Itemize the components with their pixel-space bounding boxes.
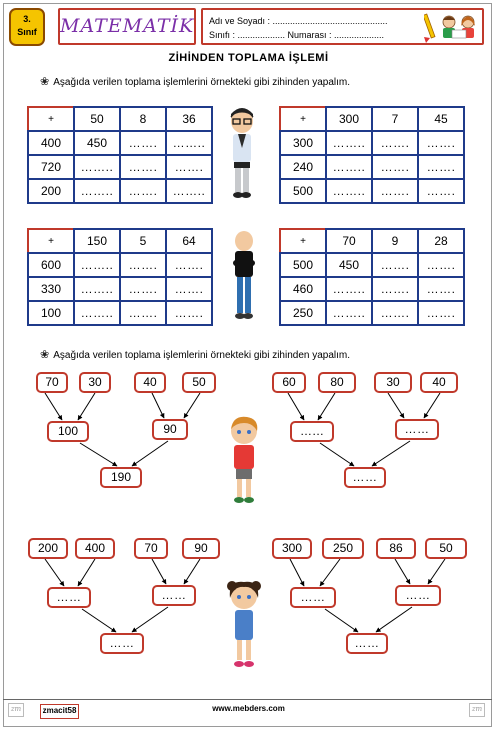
name-field-label: Adı ve Soyadı : .............................................. (209, 16, 388, 26)
answer-cell[interactable]: ……. (166, 277, 212, 301)
answer-cell[interactable]: …….. (326, 179, 372, 203)
header-addend-cell: 36 (166, 107, 212, 131)
tree-1-top-2: 30 (79, 372, 111, 393)
row-addend-cell: 330 (28, 277, 74, 301)
row-addend-cell: 500 (280, 253, 326, 277)
tree-2-mid-1: …... (290, 421, 334, 442)
row-addend-cell: 200 (28, 179, 74, 203)
tree-2-top-2: 80 (318, 372, 356, 393)
tree-4-mid-2: …… (395, 585, 441, 606)
answer-cell[interactable]: …….. (74, 301, 120, 325)
tree-4-top-4: 50 (425, 538, 467, 559)
tree-4-top-3: 86 (376, 538, 416, 559)
answer-cell[interactable]: ……. (418, 277, 464, 301)
answer-cell[interactable]: …….. (326, 131, 372, 155)
answer-cell[interactable]: ……. (372, 253, 418, 277)
tree-2-top-3: 30 (374, 372, 412, 393)
header-addend-cell: 8 (120, 107, 166, 131)
grade-word: Sınıf (17, 27, 37, 37)
answer-cell[interactable]: ……. (120, 155, 166, 179)
tree-4-mid-1: …… (290, 587, 336, 608)
flower-bullet-icon: ❀ (40, 76, 50, 88)
answer-cell[interactable]: …….. (166, 131, 212, 155)
plus-sign-cell: + (28, 229, 74, 253)
plus-sign-cell: + (280, 107, 326, 131)
answer-cell[interactable]: ……. (166, 301, 212, 325)
plus-sign-cell: + (28, 107, 74, 131)
answer-cell[interactable]: ……. (120, 253, 166, 277)
tree-2-mid-2: …… (395, 419, 439, 440)
header-addend-cell: 300 (326, 107, 372, 131)
corner-mark-left: zm (8, 703, 24, 717)
header-addend-cell: 70 (326, 229, 372, 253)
answer-cell[interactable]: ……. (372, 301, 418, 325)
row-addend-cell: 250 (280, 301, 326, 325)
tree-3-mid-1: …… (47, 587, 91, 608)
row-addend-cell: 460 (280, 277, 326, 301)
tree-3-mid-2: …… (152, 585, 196, 606)
tree-3-top-4: 90 (182, 538, 220, 559)
tree-1-result: 190 (100, 467, 142, 488)
answer-cell[interactable]: …….. (74, 277, 120, 301)
site-url: www.mebders.com (212, 704, 285, 713)
footer-divider (3, 699, 492, 700)
answer-cell[interactable]: ……. (418, 155, 464, 179)
instruction-1-text: Aşağıda verilen toplama işlemlerini örnekteki gibi zihinden yapalım. (53, 77, 351, 88)
row-addend-cell: 500 (280, 179, 326, 203)
answer-cell[interactable]: …….. (74, 253, 120, 277)
header-addend-cell: 7 (372, 107, 418, 131)
tree-1-mid-1: 100 (47, 421, 89, 442)
answer-cell[interactable]: ……. (372, 277, 418, 301)
answer-cell[interactable]: …….. (326, 155, 372, 179)
answer-cell[interactable]: 450 (326, 253, 372, 277)
corner-mark-right: zm (469, 703, 485, 717)
tree-3-top-2: 400 (75, 538, 115, 559)
tree-3-result: …… (100, 633, 144, 654)
plus-sign-cell: + (280, 229, 326, 253)
tree-1-top-4: 50 (182, 372, 216, 393)
answer-cell[interactable]: ……. (372, 131, 418, 155)
answer-cell[interactable]: …….. (326, 277, 372, 301)
answer-cell[interactable]: ……. (418, 179, 464, 203)
answer-cell[interactable]: ……. (418, 131, 464, 155)
tree-3-top-1: 200 (28, 538, 68, 559)
answer-cell[interactable]: ……. (120, 301, 166, 325)
answer-cell[interactable]: ……. (120, 277, 166, 301)
tree-2-result: …… (344, 467, 386, 488)
subject-title: MATEMATİK (58, 8, 196, 45)
row-addend-cell: 600 (28, 253, 74, 277)
tree-1-mid-2: 90 (152, 419, 188, 440)
tree-4-result: …… (346, 633, 388, 654)
answer-cell[interactable]: ……. (120, 131, 166, 155)
page-title: ZİHİNDEN TOPLAMA İŞLEMİ (168, 52, 329, 64)
answer-cell[interactable]: ……. (166, 155, 212, 179)
header-addend-cell: 64 (166, 229, 212, 253)
answer-cell[interactable]: ……. (418, 253, 464, 277)
answer-cell[interactable]: ……. (372, 179, 418, 203)
answer-cell[interactable]: …….. (74, 155, 120, 179)
tree-1-top-1: 70 (36, 372, 68, 393)
instruction-2-text: Aşağıda verilen toplama işlemlerini örnekteki gibi zihinden yapalım. (53, 350, 351, 361)
header-addend-cell: 45 (418, 107, 464, 131)
class-field-label: Sınıfı : ................... Numarası : .................... (209, 30, 385, 40)
header-addend-cell: 28 (418, 229, 464, 253)
answer-cell[interactable]: ……. (372, 155, 418, 179)
row-addend-cell: 300 (280, 131, 326, 155)
tree-2-top-1: 60 (272, 372, 306, 393)
answer-cell[interactable]: ……. (166, 253, 212, 277)
answer-cell[interactable]: ……. (120, 179, 166, 203)
header-addend-cell: 50 (74, 107, 120, 131)
tree-4-top-2: 250 (322, 538, 364, 559)
answer-cell[interactable]: 450 (74, 131, 120, 155)
row-addend-cell: 100 (28, 301, 74, 325)
author-badge: zmacit58 (40, 704, 79, 719)
row-addend-cell: 400 (28, 131, 74, 155)
answer-cell[interactable]: …….. (326, 301, 372, 325)
grade-number: 3. (23, 14, 31, 24)
row-addend-cell: 720 (28, 155, 74, 179)
answer-cell[interactable]: …….. (166, 179, 212, 203)
tree-2-top-4: 40 (420, 372, 458, 393)
tree-4-top-1: 300 (272, 538, 312, 559)
answer-cell[interactable]: ……. (418, 301, 464, 325)
flower-bullet-icon: ❀ (40, 349, 50, 361)
tree-3-top-3: 70 (134, 538, 168, 559)
row-addend-cell: 240 (280, 155, 326, 179)
header-addend-cell: 150 (74, 229, 120, 253)
answer-cell[interactable]: …….. (74, 179, 120, 203)
header-addend-cell: 5 (120, 229, 166, 253)
header-addend-cell: 9 (372, 229, 418, 253)
tree-1-top-3: 40 (134, 372, 166, 393)
